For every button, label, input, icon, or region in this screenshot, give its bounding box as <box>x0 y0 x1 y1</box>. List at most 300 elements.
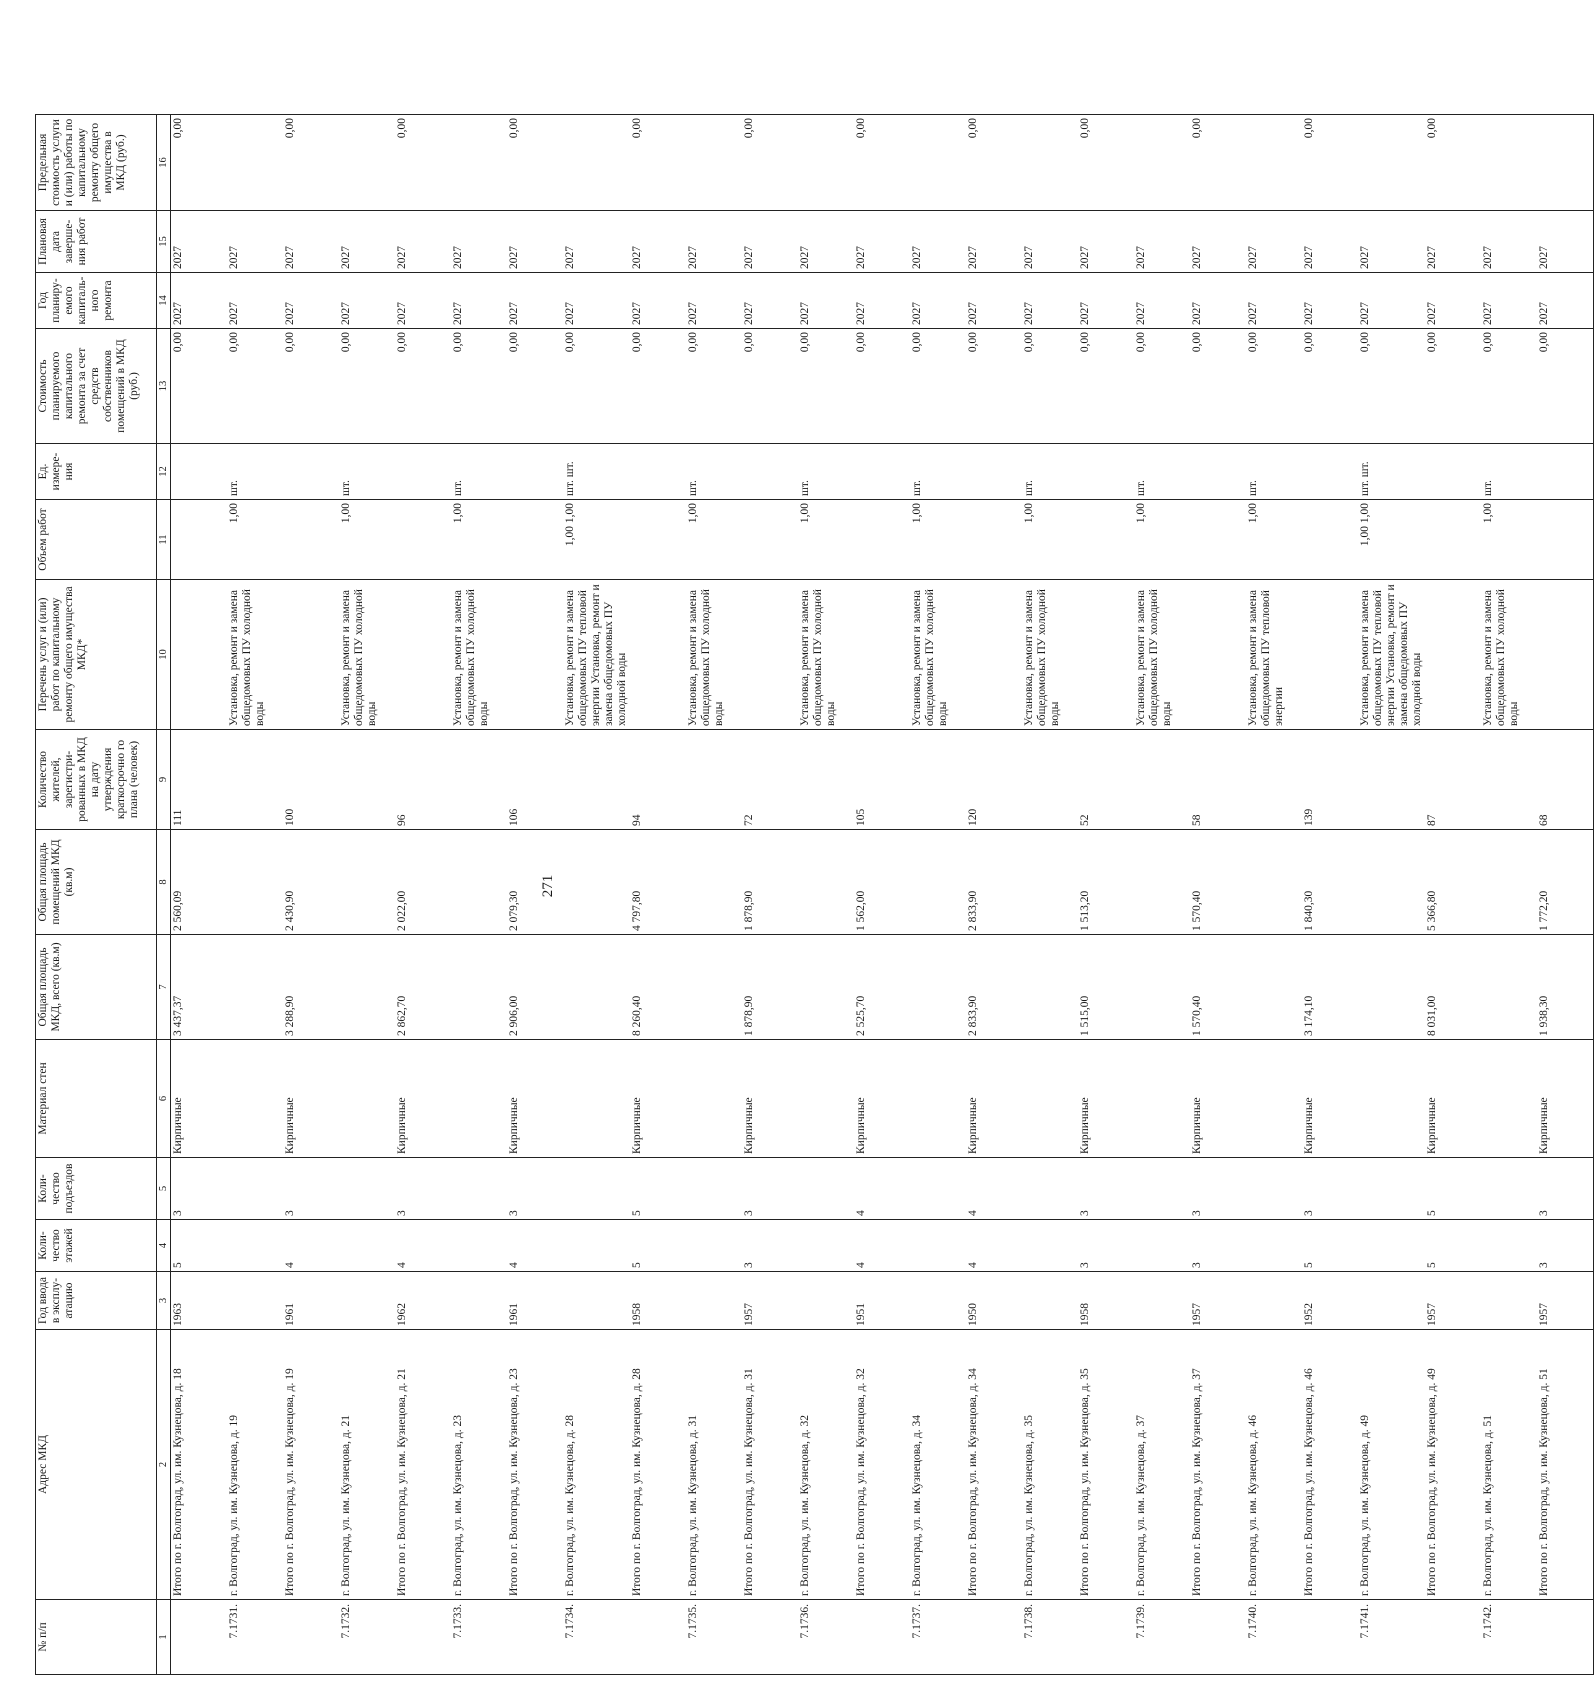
header-cell: № п/п <box>36 1600 157 1675</box>
cell-year <box>1246 1272 1302 1330</box>
cell-limit: 0,00 <box>171 115 228 211</box>
cell-year: 1963 <box>171 1272 228 1330</box>
cell-area: 2 833,90 <box>966 935 1022 1040</box>
cell-area2 <box>686 830 742 935</box>
cell-date: 2027 <box>1134 211 1190 273</box>
cell-unit <box>283 444 339 500</box>
cell-area <box>339 935 395 1040</box>
cell-area2: 4 797,80 <box>630 830 686 935</box>
cell-vol: 1,00 <box>451 500 507 580</box>
cell-addr: г. Волгоград, ул. им. Кузнецова, д. 49 <box>1358 1330 1425 1600</box>
cell-plan-year: 2027 <box>227 273 283 329</box>
cell-unit: шт. <box>1022 444 1078 500</box>
cell-date: 2027 <box>1190 211 1246 273</box>
cell-plan-year: 2027 <box>910 273 966 329</box>
cell-plan-year: 2027 <box>1134 273 1190 329</box>
cell-floors <box>1246 1220 1302 1272</box>
cell-num <box>1302 1600 1358 1675</box>
cell-entr: 3 <box>1190 1158 1246 1220</box>
table-header <box>36 115 171 1675</box>
cell-num <box>742 1600 798 1675</box>
cell-limit: 0,00 <box>395 115 451 211</box>
cell-people <box>1481 730 1537 830</box>
cell-num: 7.1735. <box>686 1600 742 1675</box>
cell-floors: 5 <box>1425 1220 1481 1272</box>
header-cell: Ед. измере-ния <box>36 444 157 500</box>
cell-limit <box>798 115 854 211</box>
cell-addr: Итого по г. Волгоград, ул. им. Кузнецова, д. 49 <box>1425 1330 1481 1600</box>
cell-plan-year: 2027 <box>798 273 854 329</box>
header-cell: Объем работ <box>36 500 157 580</box>
cell-limit <box>451 115 507 211</box>
cell-addr: Итого по г. Волгоград, ул. им. Кузнецова, д. 46 <box>1302 1330 1358 1600</box>
cell-cost: 0,00 <box>1425 329 1481 444</box>
total-row <box>1537 115 1594 1675</box>
cell-wall: Кирпичные <box>507 1040 563 1158</box>
cell-work <box>1537 580 1594 730</box>
cell-year <box>1134 1272 1190 1330</box>
cell-num: 7.1741. <box>1358 1600 1425 1675</box>
cell-year: 1961 <box>283 1272 339 1330</box>
cell-date: 2027 <box>630 211 686 273</box>
total-row <box>1078 115 1134 1675</box>
header-cell: Материал стен <box>36 1040 157 1158</box>
cell-area2 <box>910 830 966 935</box>
cell-people <box>451 730 507 830</box>
cell-people: 52 <box>1078 730 1134 830</box>
cell-cost: 0,00 <box>1537 329 1594 444</box>
cell-area2: 1 570,40 <box>1190 830 1246 935</box>
cell-wall <box>686 1040 742 1158</box>
cell-wall: Кирпичные <box>395 1040 451 1158</box>
cell-num: 7.1733. <box>451 1600 507 1675</box>
cell-plan-year: 2027 <box>1246 273 1302 329</box>
cell-num <box>1537 1600 1594 1675</box>
cell-entr: 4 <box>854 1158 910 1220</box>
cell-floors: 4 <box>507 1220 563 1272</box>
header-cell: Коли-чество этажей <box>36 1220 157 1272</box>
cell-work <box>171 580 228 730</box>
cell-date: 2027 <box>283 211 339 273</box>
cell-work <box>854 580 910 730</box>
cell-vol <box>1425 500 1481 580</box>
cell-year <box>1358 1272 1425 1330</box>
cell-entr: 3 <box>1078 1158 1134 1220</box>
cell-area2 <box>339 830 395 935</box>
cell-limit: 0,00 <box>630 115 686 211</box>
cell-addr: г. Волгоград, ул. им. Кузнецова, д. 28 <box>563 1330 630 1600</box>
cell-area2: 2 833,90 <box>966 830 1022 935</box>
total-row <box>1302 115 1358 1675</box>
total-row <box>742 115 798 1675</box>
cell-entr: 3 <box>171 1158 228 1220</box>
cell-limit <box>339 115 395 211</box>
cell-num: 7.1739. <box>1134 1600 1190 1675</box>
cell-unit: шт. <box>1246 444 1302 500</box>
cell-year: 1952 <box>1302 1272 1358 1330</box>
cell-people <box>686 730 742 830</box>
cell-plan-year: 2027 <box>630 273 686 329</box>
cell-work: Установка, ремонт и замена общедомовых ПУ холодной воды <box>1022 580 1078 730</box>
cell-addr: Итого по г. Волгоград, ул. им. Кузнецова, д. 51 <box>1537 1330 1594 1600</box>
cell-limit: 0,00 <box>854 115 910 211</box>
cell-plan-year: 2027 <box>1425 273 1481 329</box>
cell-plan-year: 2027 <box>563 273 630 329</box>
cell-wall <box>1358 1040 1425 1158</box>
cell-area <box>798 935 854 1040</box>
cell-plan-year: 2027 <box>1481 273 1537 329</box>
cell-area2: 5 366,80 <box>1425 830 1481 935</box>
cell-floors <box>451 1220 507 1272</box>
cell-work: Установка, ремонт и замена общедомовых ПУ холодной воды <box>451 580 507 730</box>
cell-cost: 0,00 <box>910 329 966 444</box>
cell-vol: 1,00 <box>1134 500 1190 580</box>
cell-area2 <box>563 830 630 935</box>
cell-floors <box>227 1220 283 1272</box>
header-cell: Общая площадь МКД, всего (кв.м) <box>36 935 157 1040</box>
cell-unit <box>1537 444 1594 500</box>
cell-entr: 4 <box>966 1158 1022 1220</box>
cell-num: 7.1740. <box>1246 1600 1302 1675</box>
cell-limit <box>227 115 283 211</box>
cell-num: 7.1734. <box>563 1600 630 1675</box>
cell-vol: 1,00 <box>1022 500 1078 580</box>
cell-vol: 1,00 1,00 <box>563 500 630 580</box>
cell-plan-year: 2027 <box>451 273 507 329</box>
cell-limit: 0,00 <box>1425 115 1481 211</box>
cell-entr: 3 <box>1537 1158 1594 1220</box>
cell-area: 1 515,00 <box>1078 935 1134 1040</box>
cell-unit <box>966 444 1022 500</box>
cell-cost: 0,00 <box>395 329 451 444</box>
cell-area <box>451 935 507 1040</box>
header-cell: Общая площадь помещений МКД (кв.м) <box>36 830 157 935</box>
cell-people <box>910 730 966 830</box>
cell-people: 139 <box>1302 730 1358 830</box>
cell-date: 2027 <box>854 211 910 273</box>
cell-wall <box>910 1040 966 1158</box>
cell-cost: 0,00 <box>966 329 1022 444</box>
cell-wall: Кирпичные <box>966 1040 1022 1158</box>
cell-limit <box>910 115 966 211</box>
cell-floors: 3 <box>1190 1220 1246 1272</box>
header-cell: Стоимость планируемого капитального ремонта за счет средств собственников помещений в МКД (руб.) <box>36 329 157 444</box>
cell-vol <box>395 500 451 580</box>
cell-people <box>1134 730 1190 830</box>
cell-vol: 1,00 <box>910 500 966 580</box>
cell-year <box>227 1272 283 1330</box>
cell-vol: 1,00 1,00 <box>1358 500 1425 580</box>
cell-unit <box>395 444 451 500</box>
cell-vol <box>171 500 228 580</box>
cell-people: 120 <box>966 730 1022 830</box>
cell-unit: шт. <box>451 444 507 500</box>
cell-wall <box>798 1040 854 1158</box>
cell-area <box>910 935 966 1040</box>
cell-plan-year: 2027 <box>1302 273 1358 329</box>
cell-area <box>1358 935 1425 1040</box>
cell-people: 100 <box>283 730 339 830</box>
header-cell: Год ввода в эксплу-атацию <box>36 1272 157 1330</box>
cell-people <box>1358 730 1425 830</box>
cell-people: 96 <box>395 730 451 830</box>
cell-vol <box>966 500 1022 580</box>
cell-year: 1957 <box>742 1272 798 1330</box>
cell-work: Установка, ремонт и замена общедомовых ПУ холодной воды <box>1481 580 1537 730</box>
cell-num <box>854 1600 910 1675</box>
cell-addr: Итого по г. Волгоград, ул. им. Кузнецова, д. 18 <box>171 1330 228 1600</box>
cell-num <box>283 1600 339 1675</box>
cell-year: 1962 <box>395 1272 451 1330</box>
cell-floors <box>686 1220 742 1272</box>
cell-entr <box>563 1158 630 1220</box>
cell-num <box>171 1600 228 1675</box>
cell-num: 7.1742. <box>1481 1600 1537 1675</box>
cell-plan-year: 2027 <box>1537 273 1594 329</box>
cell-wall: Кирпичные <box>742 1040 798 1158</box>
cell-entr: 5 <box>1425 1158 1481 1220</box>
cell-wall: Кирпичные <box>854 1040 910 1158</box>
cell-plan-year: 2027 <box>1358 273 1425 329</box>
cell-work: Установка, ремонт и замена общедомовых ПУ холодной воды <box>227 580 283 730</box>
cell-unit <box>1190 444 1246 500</box>
cell-plan-year: 2027 <box>395 273 451 329</box>
cell-plan-year: 2027 <box>1190 273 1246 329</box>
cell-floors: 5 <box>1302 1220 1358 1272</box>
total-row <box>507 115 563 1675</box>
cell-vol <box>1078 500 1134 580</box>
cell-date: 2027 <box>1537 211 1594 273</box>
cell-year <box>1481 1272 1537 1330</box>
table-row <box>227 115 283 1675</box>
cell-floors <box>563 1220 630 1272</box>
table-row <box>1022 115 1078 1675</box>
cell-addr: Итого по г. Волгоград, ул. им. Кузнецова, д. 23 <box>507 1330 563 1600</box>
cell-unit: шт. <box>227 444 283 500</box>
cell-floors <box>1022 1220 1078 1272</box>
cell-area2 <box>451 830 507 935</box>
cell-work <box>1078 580 1134 730</box>
cell-floors: 3 <box>1537 1220 1594 1272</box>
cell-plan-year: 2027 <box>339 273 395 329</box>
cell-area <box>563 935 630 1040</box>
cell-plan-year: 2027 <box>1078 273 1134 329</box>
cell-area: 2 525,70 <box>854 935 910 1040</box>
cell-vol: 1,00 <box>686 500 742 580</box>
cell-unit <box>630 444 686 500</box>
header-cell: Год планиру-емого капиталь-ного ремонта <box>36 273 157 329</box>
cell-area: 1 878,90 <box>742 935 798 1040</box>
cell-year: 1958 <box>630 1272 686 1330</box>
cell-area: 3 288,90 <box>283 935 339 1040</box>
cell-wall <box>1022 1040 1078 1158</box>
table-row <box>563 115 630 1675</box>
cell-entr <box>910 1158 966 1220</box>
cell-entr: 3 <box>507 1158 563 1220</box>
cell-floors: 4 <box>283 1220 339 1272</box>
cell-plan-year: 2027 <box>966 273 1022 329</box>
cell-limit <box>563 115 630 211</box>
cell-work: Установка, ремонт и замена общедомовых ПУ тепловой энергии Установка, ремонт и замена общедомовых ПУ холодной воды <box>1358 580 1425 730</box>
cell-year <box>339 1272 395 1330</box>
cell-addr: Итого по г. Волгоград, ул. им. Кузнецова, д. 28 <box>630 1330 686 1600</box>
capital-repair-table <box>35 114 1594 1675</box>
cell-cost: 0,00 <box>283 329 339 444</box>
column-number: 9 <box>157 730 171 830</box>
cell-cost: 0,00 <box>742 329 798 444</box>
cell-vol <box>1302 500 1358 580</box>
cell-addr: г. Волгоград, ул. им. Кузнецова, д. 21 <box>339 1330 395 1600</box>
cell-work <box>1302 580 1358 730</box>
cell-entr <box>1022 1158 1078 1220</box>
cell-floors <box>910 1220 966 1272</box>
cell-num: 7.1738. <box>1022 1600 1078 1675</box>
cell-date: 2027 <box>1078 211 1134 273</box>
cell-work: Установка, ремонт и замена общедомовых ПУ холодной воды <box>910 580 966 730</box>
cell-area2: 2 022,00 <box>395 830 451 935</box>
cell-vol: 1,00 <box>339 500 395 580</box>
cell-entr: 5 <box>630 1158 686 1220</box>
cell-plan-year: 2027 <box>507 273 563 329</box>
cell-addr: г. Волгоград, ул. им. Кузнецова, д. 23 <box>451 1330 507 1600</box>
column-number: 7 <box>157 935 171 1040</box>
cell-limit: 0,00 <box>742 115 798 211</box>
header-cell: Предельная стоимость услуги и (или) работы по капитальному ремонту общего имущества в МКД (руб.) <box>36 115 157 211</box>
cell-work: Установка, ремонт и замена общедомовых ПУ холодной воды <box>686 580 742 730</box>
cell-unit: шт. шт. <box>563 444 630 500</box>
table-row <box>1358 115 1425 1675</box>
cell-wall <box>1246 1040 1302 1158</box>
table-row <box>1481 115 1537 1675</box>
cell-floors: 4 <box>966 1220 1022 1272</box>
cell-limit: 0,00 <box>283 115 339 211</box>
cell-area2: 1 840,30 <box>1302 830 1358 935</box>
cell-unit <box>854 444 910 500</box>
cell-date: 2027 <box>798 211 854 273</box>
cell-cost: 0,00 <box>227 329 283 444</box>
column-number: 11 <box>157 500 171 580</box>
header-cell: Плановая дата заверше-ния работ <box>36 211 157 273</box>
cell-addr: г. Волгоград, ул. им. Кузнецова, д. 37 <box>1134 1330 1190 1600</box>
cell-year <box>451 1272 507 1330</box>
cell-cost: 0,00 <box>1022 329 1078 444</box>
cell-entr <box>686 1158 742 1220</box>
cell-addr: Итого по г. Волгоград, ул. им. Кузнецова, д. 21 <box>395 1330 451 1600</box>
column-number: 3 <box>157 1272 171 1330</box>
cell-entr: 3 <box>283 1158 339 1220</box>
cell-floors: 3 <box>742 1220 798 1272</box>
cell-vol: 1,00 <box>1246 500 1302 580</box>
cell-wall: Кирпичные <box>1078 1040 1134 1158</box>
column-number: 12 <box>157 444 171 500</box>
total-row <box>1190 115 1246 1675</box>
header-cell: Адрес МКД <box>36 1330 157 1600</box>
total-row <box>1425 115 1481 1675</box>
cell-date: 2027 <box>1358 211 1425 273</box>
table-row <box>451 115 507 1675</box>
cell-unit <box>1425 444 1481 500</box>
cell-year <box>686 1272 742 1330</box>
cell-unit: шт. <box>1134 444 1190 500</box>
cell-unit: шт. <box>686 444 742 500</box>
cell-num <box>1425 1600 1481 1675</box>
cell-people <box>339 730 395 830</box>
cell-unit: шт. <box>910 444 966 500</box>
cell-cost: 0,00 <box>339 329 395 444</box>
cell-floors: 5 <box>171 1220 228 1272</box>
cell-vol <box>1537 500 1594 580</box>
cell-addr: Итого по г. Волгоград, ул. им. Кузнецова, д. 32 <box>854 1330 910 1600</box>
cell-unit <box>171 444 228 500</box>
cell-limit <box>1481 115 1537 211</box>
cell-people: 68 <box>1537 730 1594 830</box>
cell-num <box>395 1600 451 1675</box>
cell-entr <box>1358 1158 1425 1220</box>
cell-wall <box>1481 1040 1537 1158</box>
cell-area: 8 031,00 <box>1425 935 1481 1040</box>
cell-cost: 0,00 <box>854 329 910 444</box>
cell-work <box>1425 580 1481 730</box>
cell-year <box>1022 1272 1078 1330</box>
cell-entr <box>1246 1158 1302 1220</box>
cell-entr <box>451 1158 507 1220</box>
cell-date: 2027 <box>1481 211 1537 273</box>
cell-plan-year: 2027 <box>854 273 910 329</box>
cell-floors <box>1358 1220 1425 1272</box>
cell-year <box>563 1272 630 1330</box>
cell-addr: г. Волгоград, ул. им. Кузнецова, д. 19 <box>227 1330 283 1600</box>
cell-addr: г. Волгоград, ул. им. Кузнецова, д. 35 <box>1022 1330 1078 1600</box>
cell-area2 <box>227 830 283 935</box>
cell-addr: г. Волгоград, ул. им. Кузнецова, д. 31 <box>686 1330 742 1600</box>
table-body <box>171 115 1594 1675</box>
cell-area2: 2 430,90 <box>283 830 339 935</box>
table-row <box>686 115 742 1675</box>
cell-vol <box>854 500 910 580</box>
cell-work <box>283 580 339 730</box>
cell-floors <box>1134 1220 1190 1272</box>
cell-area2: 2 560,09 <box>171 830 228 935</box>
cell-vol <box>507 500 563 580</box>
cell-year: 1957 <box>1425 1272 1481 1330</box>
header-cell: Количество жителей, зарегистри-рованных в МКД на дату утверждения краткосрочно го плана (человек) <box>36 730 157 830</box>
cell-addr: г. Волгоград, ул. им. Кузнецова, д. 32 <box>798 1330 854 1600</box>
table-row <box>339 115 395 1675</box>
cell-addr: Итого по г. Волгоград, ул. им. Кузнецова, д. 35 <box>1078 1330 1134 1600</box>
cell-floors: 4 <box>854 1220 910 1272</box>
cell-wall: Кирпичные <box>171 1040 228 1158</box>
column-number: 13 <box>157 329 171 444</box>
cell-work <box>966 580 1022 730</box>
document-page <box>35 115 1550 1675</box>
column-number: 5 <box>157 1158 171 1220</box>
cell-area2 <box>1022 830 1078 935</box>
cell-entr <box>227 1158 283 1220</box>
cell-people: 105 <box>854 730 910 830</box>
page-number: 271 <box>540 874 556 898</box>
cell-area: 1 570,40 <box>1190 935 1246 1040</box>
cell-year: 1958 <box>1078 1272 1134 1330</box>
cell-area: 2 906,00 <box>507 935 563 1040</box>
cell-year <box>910 1272 966 1330</box>
cell-people <box>563 730 630 830</box>
cell-vol: 1,00 <box>227 500 283 580</box>
cell-limit: 0,00 <box>1190 115 1246 211</box>
cell-num: 7.1732. <box>339 1600 395 1675</box>
cell-area2: 1 513,20 <box>1078 830 1134 935</box>
cell-date: 2027 <box>451 211 507 273</box>
header-cell: Коли-чество подъездов <box>36 1158 157 1220</box>
